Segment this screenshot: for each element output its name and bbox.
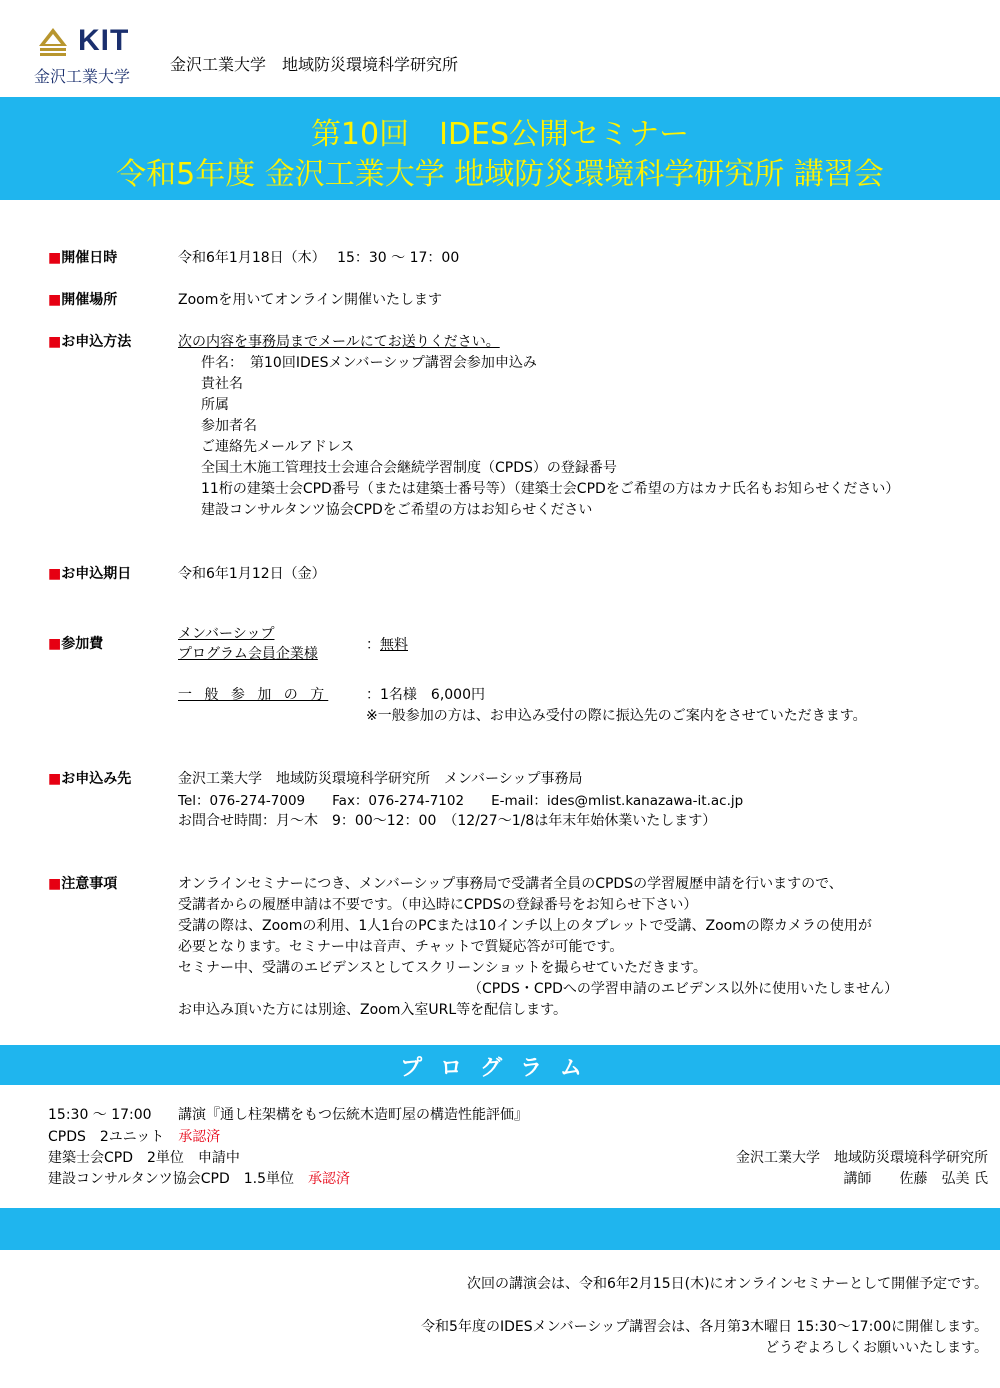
notes-line: お申込み頂いた方には別途、Zoom入室URL等を配信します。 [178, 1002, 568, 1018]
date-label: ■開催日時 [48, 250, 118, 266]
contact-line3: お問合せ時間：月～木 9：00～12：00 （12/27～1/8は年末年始休業いたします） [178, 813, 717, 829]
apply-method-label: ■お申込方法 [48, 334, 132, 350]
bottom-bar [0, 1208, 1000, 1250]
program-cpds: CPDS 2ユニット 承認済 [48, 1129, 221, 1145]
logo-word: KIT [78, 24, 130, 57]
apply-item: ご連絡先メールアドレス [201, 439, 355, 455]
title-banner [0, 97, 1000, 200]
deadline-value: 令和6年1月12日（金） [178, 566, 326, 582]
notes-line: セミナー中、受講のエビデンスとしてスクリーンショットを撮らせていただきます。 [178, 960, 707, 976]
deadline-label: ■お申込期日 [48, 566, 132, 582]
venue-value: Zoomを用いてオンライン開催いたします [178, 292, 442, 308]
logo-subtext: 金沢工業大学 [34, 67, 131, 86]
venue-label: ■開催場所 [48, 292, 118, 308]
apply-item: 貴社名 [201, 376, 243, 392]
contact-label: ■お申込み先 [48, 771, 132, 787]
fee-general-note: ※一般参加の方は、お申込み受付の際に振込先のご案内をさせていただきます。 [366, 708, 867, 724]
consul-status: 承認済 [308, 1171, 351, 1187]
program-bar [0, 1045, 1000, 1085]
apply-item: 件名： 第10回IDESメンバーシップ講習会参加申込み [201, 355, 537, 371]
footer-line3: どうぞよろしくお願いいたします。 [765, 1340, 988, 1356]
notes-line: 受講の際は、Zoomの利用、1人1台のPCまたは10インチ以上のタブレットで受講、Zoomの際カメラの使用が [178, 918, 872, 934]
notes-label: ■注意事項 [48, 876, 118, 892]
fee-general-label: 一 般 参 加 の 方 [178, 687, 329, 703]
contact-line2: Tel：076-274-7009 Fax：076-274-7102 E-mail：ides@mlist.kanazawa-it.ac.jp [178, 793, 744, 809]
notes-line: 必要となります。セミナー中は音声、チャットで質疑応答が可能です。 [178, 939, 624, 955]
cpds-status: 承認済 [178, 1129, 221, 1145]
fee-label: ■参加費 [48, 636, 104, 652]
apply-method-intro: 次の内容を事務局までメールにてお送りください。 [178, 334, 500, 350]
program-time: 15:30 ～ 17:00 [48, 1107, 152, 1123]
contact-line1: 金沢工業大学 地域防災環境科学研究所 メンバーシップ事務局 [178, 771, 583, 787]
program-consul: 建設コンサルタンツ協会CPD 1.5単位 承認済 [48, 1171, 351, 1187]
fee-general-value: ：1名様 6,000円 [366, 687, 485, 703]
fee-member-line2: プログラム会員企業様 [178, 646, 318, 662]
program-lecture: 講演『通し柱架構をもつ伝統木造町屋の構造性能評価』 [178, 1107, 528, 1123]
fee-member-value: ：無料 [366, 637, 408, 653]
program-kenchiku: 建築士会CPD 2単位 申請中 [48, 1150, 240, 1166]
speaker-name: 講師 佐藤 弘美 氏 [843, 1171, 988, 1187]
org-name: 金沢工業大学 地域防災環境科学研究所 [170, 55, 459, 74]
apply-item: 建設コンサルタンツ協会CPDをご希望の方はお知らせください [201, 502, 593, 518]
notes-line: 受講者からの履歴申請は不要です。（申込時にCPDSの登録番号をお知らせ下さい） [178, 897, 698, 913]
title-line-2: 令和5年度 金沢工業大学 地域防災環境科学研究所 講習会 [116, 157, 884, 192]
apply-item: 全国土木施工管理技士会連合会継続学習制度（CPDS）の登録番号 [201, 460, 617, 476]
speaker-org: 金沢工業大学 地域防災環境科学研究所 [736, 1150, 988, 1166]
apply-item: 11桁の建築士会CPD番号（または建築士番号等）（建築士会CPDをご希望の方はカナ氏名もお知らせください） [201, 481, 900, 497]
program-heading: プログラム [400, 1056, 600, 1081]
notes-line: オンラインセミナーにつき、メンバーシップ事務局で受講者全員のCPDSの学習履歴申請を行いますので、 [178, 876, 843, 892]
apply-item: 参加者名 [201, 418, 257, 434]
kit-logo [34, 24, 150, 88]
notes-line: （CPDS・CPDへの学習申請のエビデンス以外に使用いたしません） [468, 981, 899, 997]
footer-line1: 次回の講演会は、令和6年2月15日(木)にオンラインセミナーとして開催予定です。 [466, 1276, 988, 1292]
kit-emblem-icon [34, 26, 72, 60]
apply-item: 所属 [201, 397, 229, 413]
fee-member-line1: メンバーシップ [178, 626, 275, 642]
title-line-1: 第10回 IDES公開セミナー [310, 117, 690, 152]
date-value: 令和6年1月18日（木） 15：30 ～ 17：00 [178, 250, 460, 266]
footer-line2: 令和5年度のIDESメンバーシップ講習会は、各月第3木曜日 15:30～17:00に開催します。 [421, 1319, 988, 1335]
